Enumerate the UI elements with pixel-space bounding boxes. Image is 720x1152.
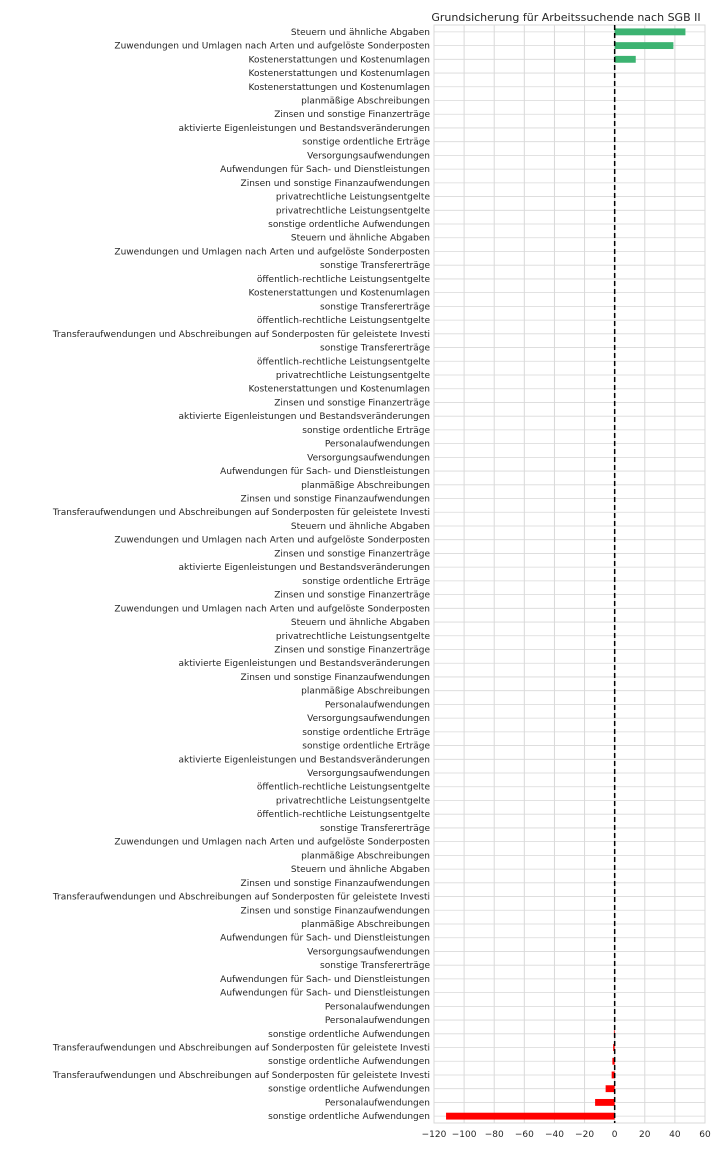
y-tick-label: Transferaufwendungen und Abschreibungen auf Sonderposten für geleistete Investi: [52, 1070, 430, 1081]
y-tick-label: privatrechtliche Leistungsentgelte: [275, 631, 430, 642]
y-tick-label: öffentlich-rechtliche Leistungsentgelte: [256, 782, 430, 793]
y-tick-label: privatrechtliche Leistungsentgelte: [275, 796, 430, 807]
y-tick-label: sonstige ordentliche Aufwendungen: [268, 1029, 430, 1040]
y-tick-label: Versorgungsaufwendungen: [307, 453, 430, 464]
y-tick-label: Steuern und ähnliche Abgaben: [290, 233, 430, 244]
y-tick-label: sonstige Transfererträge: [320, 261, 430, 272]
x-tick-label: −120: [421, 1130, 447, 1140]
y-tick-label: planmäßige Abschreibungen: [301, 919, 430, 930]
y-tick-label: aktivierte Eigenleistungen und Bestandsveränderungen: [178, 412, 430, 423]
y-tick-label: öffentlich-rechtliche Leistungsentgelte: [256, 810, 430, 821]
y-tick-label: sonstige ordentliche Aufwendungen: [268, 220, 430, 231]
y-tick-label: Aufwendungen für Sach- und Dienstleistungen: [220, 988, 430, 999]
y-tick-label: aktivierte Eigenleistungen und Bestandsveränderungen: [178, 563, 430, 574]
y-tick-label: planmäßige Abschreibungen: [301, 851, 430, 862]
y-tick-label: Versorgungsaufwendungen: [307, 947, 430, 958]
x-tick-label: 20: [639, 1130, 651, 1140]
plot-frame: [434, 25, 705, 1123]
x-axis-ticks: [422, 1130, 711, 1140]
y-tick-label: Personalaufwendungen: [324, 439, 430, 450]
y-tick-label: Zuwendungen und Umlagen nach Arten und aufgelöste Sonderposten: [114, 247, 430, 258]
y-tick-label: sonstige Transfererträge: [320, 823, 430, 834]
y-tick-label: privatrechtliche Leistungsentgelte: [275, 370, 430, 381]
bar: [615, 28, 686, 35]
grid-layer: [434, 25, 705, 1123]
y-tick-label: planmäßige Abschreibungen: [301, 96, 430, 107]
x-tick-label: −60: [514, 1130, 534, 1140]
y-tick-label: Personalaufwendungen: [324, 1016, 430, 1027]
y-tick-label: Zinsen und sonstige Finanzerträge: [274, 590, 430, 601]
y-tick-label: Zuwendungen und Umlagen nach Arten und aufgelöste Sonderposten: [114, 604, 430, 615]
y-tick-label: Transferaufwendungen und Abschreibungen auf Sonderposten für geleistete Investi: [52, 892, 430, 903]
y-tick-label: Versorgungsaufwendungen: [307, 769, 430, 780]
y-tick-label: Zinsen und sonstige Finanzerträge: [274, 110, 430, 121]
y-tick-label: sonstige Transfererträge: [320, 302, 430, 313]
y-tick-label: sonstige ordentliche Erträge: [302, 727, 430, 738]
x-tick-label: −20: [575, 1130, 595, 1140]
y-tick-label: sonstige Transfererträge: [320, 343, 430, 354]
y-tick-label: Transferaufwendungen und Abschreibungen auf Sonderposten für geleistete Investi: [52, 329, 430, 340]
y-tick-label: planmäßige Abschreibungen: [301, 480, 430, 491]
x-tick-label: 60: [699, 1130, 711, 1140]
bar: [446, 1113, 615, 1120]
y-tick-label: Zinsen und sonstige Finanzaufwendungen: [240, 906, 430, 917]
y-tick-label: Zinsen und sonstige Finanzaufwendungen: [240, 494, 430, 505]
y-tick-label: Kostenerstattungen und Kostenumlagen: [248, 288, 430, 299]
y-tick-label: öffentlich-rechtliche Leistungsentgelte: [256, 316, 430, 327]
bar: [615, 42, 674, 49]
y-tick-label: Zuwendungen und Umlagen nach Arten und aufgelöste Sonderposten: [114, 535, 430, 546]
y-tick-label: Zinsen und sonstige Finanzerträge: [274, 645, 430, 656]
y-tick-label: Kostenerstattungen und Kostenumlagen: [248, 55, 430, 66]
y-tick-label: Kostenerstattungen und Kostenumlagen: [248, 384, 430, 395]
y-tick-label: Versorgungsaufwendungen: [307, 714, 430, 725]
y-tick-label: Steuern und ähnliche Abgaben: [290, 27, 430, 38]
y-tick-label: sonstige ordentliche Erträge: [302, 741, 430, 752]
y-tick-label: öffentlich-rechtliche Leistungsentgelte: [256, 357, 430, 368]
y-tick-label: aktivierte Eigenleistungen und Bestandsveränderungen: [178, 123, 430, 134]
y-tick-label: Zuwendungen und Umlagen nach Arten und aufgelöste Sonderposten: [114, 41, 430, 52]
chart-title: Grundsicherung für Arbeitssuchende nach SGB II: [431, 11, 701, 24]
y-tick-label: Steuern und ähnliche Abgaben: [290, 618, 430, 629]
y-tick-label: Kostenerstattungen und Kostenumlagen: [248, 82, 430, 93]
y-tick-label: Transferaufwendungen und Abschreibungen auf Sonderposten für geleistete Investi: [52, 508, 430, 519]
y-tick-label: sonstige ordentliche Erträge: [302, 425, 430, 436]
y-tick-label: Steuern und ähnliche Abgaben: [290, 521, 430, 532]
y-tick-label: Zinsen und sonstige Finanzaufwendungen: [240, 178, 430, 189]
y-tick-label: sonstige ordentliche Erträge: [302, 576, 430, 587]
y-tick-label: Zinsen und sonstige Finanzaufwendungen: [240, 672, 430, 683]
y-tick-label: Zinsen und sonstige Finanzaufwendungen: [240, 878, 430, 889]
y-tick-label: sonstige Transfererträge: [320, 961, 430, 972]
y-tick-label: Zinsen und sonstige Finanzerträge: [274, 398, 430, 409]
y-tick-label: Aufwendungen für Sach- und Dienstleistungen: [220, 974, 430, 985]
y-tick-label: aktivierte Eigenleistungen und Bestandsveränderungen: [178, 659, 430, 670]
x-tick-label: 40: [669, 1130, 681, 1140]
y-tick-label: sonstige ordentliche Aufwendungen: [268, 1084, 430, 1095]
y-tick-label: Aufwendungen für Sach- und Dienstleistungen: [220, 467, 430, 478]
y-tick-label: privatrechtliche Leistungsentgelte: [275, 192, 430, 203]
y-axis-labels: [52, 28, 431, 1122]
y-tick-label: privatrechtliche Leistungsentgelte: [275, 206, 430, 217]
y-tick-label: sonstige ordentliche Erträge: [302, 137, 430, 148]
y-tick-label: Steuern und ähnliche Abgaben: [290, 865, 430, 876]
y-tick-label: Personalaufwendungen: [324, 1098, 430, 1109]
bar: [595, 1099, 615, 1106]
y-tick-label: Zinsen und sonstige Finanzerträge: [274, 549, 430, 560]
y-tick-label: öffentlich-rechtliche Leistungsentgelte: [256, 274, 430, 285]
y-tick-label: Transferaufwendungen und Abschreibungen auf Sonderposten für geleistete Investi: [52, 1043, 430, 1054]
bar: [615, 56, 636, 63]
y-tick-label: sonstige ordentliche Aufwendungen: [268, 1057, 430, 1068]
y-tick-label: Personalaufwendungen: [324, 1002, 430, 1013]
x-tick-label: −80: [484, 1130, 504, 1140]
bars-layer: [446, 28, 685, 1119]
x-tick-label: −40: [544, 1130, 564, 1140]
y-tick-label: Aufwendungen für Sach- und Dienstleistungen: [220, 165, 430, 176]
y-tick-label: aktivierte Eigenleistungen und Bestandsveränderungen: [178, 755, 430, 766]
x-tick-label: 0: [611, 1130, 618, 1140]
y-tick-label: Aufwendungen für Sach- und Dienstleistungen: [220, 933, 430, 944]
y-tick-label: Kostenerstattungen und Kostenumlagen: [248, 69, 430, 80]
y-tick-label: planmäßige Abschreibungen: [301, 686, 430, 697]
x-tick-label: −100: [451, 1130, 477, 1140]
y-tick-label: Zuwendungen und Umlagen nach Arten und aufgelöste Sonderposten: [114, 837, 430, 848]
y-tick-label: Versorgungsaufwendungen: [307, 151, 430, 162]
bar: [606, 1085, 615, 1092]
y-tick-label: sonstige ordentliche Aufwendungen: [268, 1112, 430, 1123]
y-tick-label: Personalaufwendungen: [324, 700, 430, 711]
